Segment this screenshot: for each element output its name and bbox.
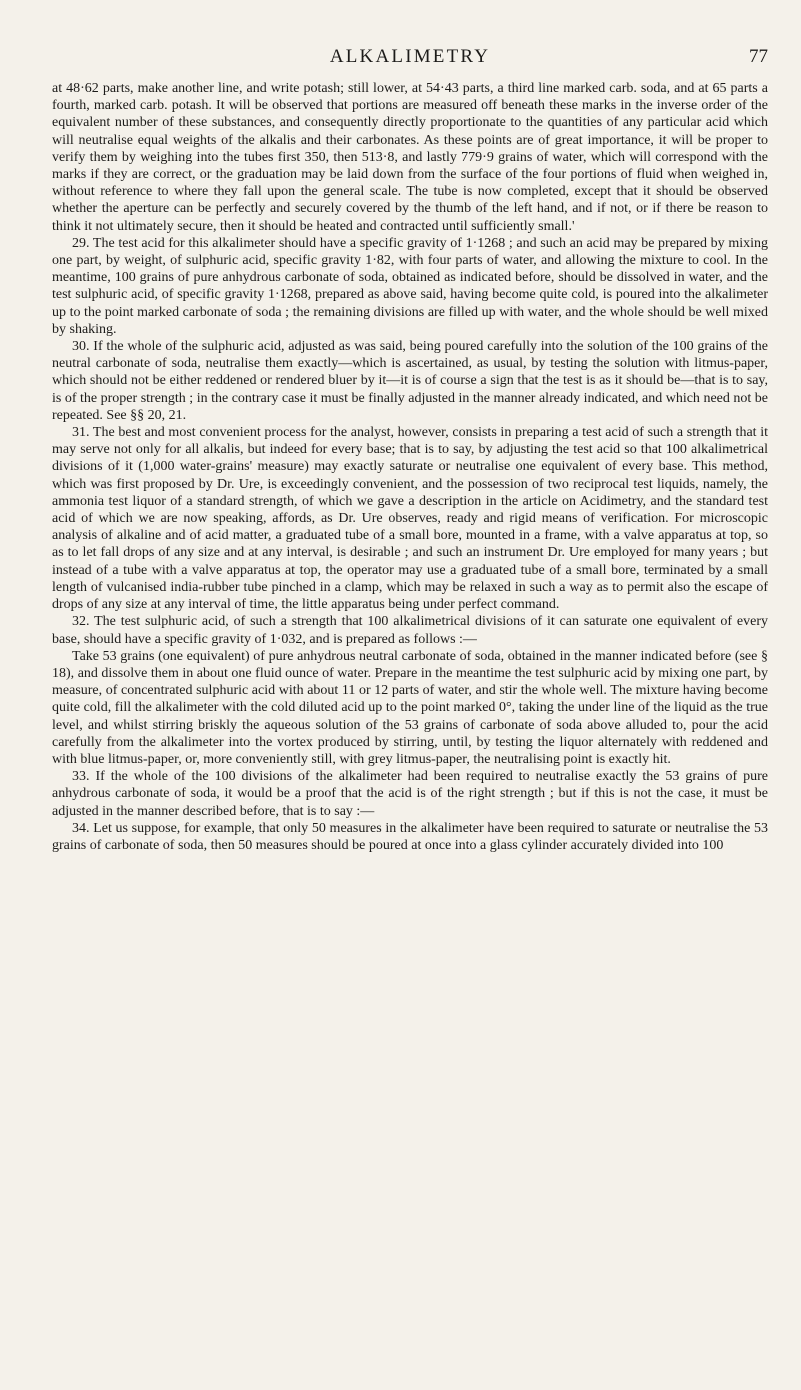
running-title: ALKALIMETRY [329,46,491,67]
paragraph-continued: at 48·62 parts, make another line, and write potash; still lower, at 54·43 parts, a third line marked carb. soda, and at 65 parts a fourth, marked carb. potash. It will be observed that portions are measured off beneath these marks in the inverse order of the equivalent number of these substances, and consequently directly proportionate to the quantities of any particular acid which will neutralise equal weights of the alkalis and their carbonates. As these points are of great importance, it will be proper to verify them by weighing into the tubes first 350, then 513·8, and lastly 779·9 grains of water, which will correspond with the marks if they are correct, or the graduation may be laid down from the surface of the four portions of fluid when weighed in, without reference to where they fall upon the general scale. The tube is now completed, except that it should be observed whether the aperture can be perfectly and securely covered by the thumb of the left hand, and if not, or if there be reason to think it not ultimately secure, then it should be heated and contracted until sufficiently small.' [52,81,768,234]
paragraph-29: 29. The test acid for this alkalimeter should have a specific gravity of 1·1268 ; and such an acid may be prepared by mixing one part, by weight, of sulphuric acid, specific gravity 1·82, with four parts of water, and allowing the mixture to cool. In the meantime, 100 grains of pure anhydrous carbonate of soda, obtained as indicated before, should be dissolved in water, and the test sulphuric acid, of specific gravity 1·1268, prepared as above said, having become quite cold, is poured into the alkalimeter up to the point marked carbonate of soda ; the remaining divisions are filled up with water, and the whole should be well mixed by shaking. [52,235,768,337]
body-text [52,80,768,854]
paragraph-take: Take 53 grains (one equivalent) of pure anhydrous neutral carbonate of soda, obtained in the manner indicated before (see § 18), and dissolve them in about one fluid ounce of water. Prepare in the meantime the test sulphuric acid by mixing one part, by measure, of concentrated sulphuric acid with about 11 or 12 parts of water, and stir the whole well. The mixture having become quite cold, fill the alkalimeter with the cold diluted acid up to the point marked 0°, taking the under line of the liquid as the true level, and whilst stirring briskly the aqueous solution of the 53 grains of carbonate of soda above alluded to, pour the acid carefully from the alkalimeter into the vortex produced by stirring, until, by testing the liquor alternately with reddened and with blue litmus-paper, or, more conveniently still, with grey litmus-paper, the neutralising point is exactly hit. [52,648,768,767]
running-head [52,46,768,80]
book-page [52,46,768,854]
paragraph-33: 33. If the whole of the 100 divisions of the alkalimeter had been required to neutralise exactly the 53 grains of pure anhydrous carbonate of soda, it would be a proof that the acid is of the right strength ; but if this is not the case, it must be adjusted in the manner described before, that is to say :— [52,769,768,819]
paragraph-30: 30. If the whole of the sulphuric acid, adjusted as was said, being poured carefully into the solution of the 100 grains of the neutral carbonate of soda, neutralise them exactly—which is ascertained, as usual, by testing the solution with litmus-paper, which should not be either reddened or rendered bluer by it—it is of course a sign that the test is as it should be—that is to say, is of the proper strength ; in the contrary case it must be finally adjusted in the manner already indicated, and which need not be repeated. See §§ 20, 21. [52,339,768,423]
paragraph-34: 34. Let us suppose, for example, that only 50 measures in the alkalimeter have been required to saturate or neutralise the 53 grains of carbonate of soda, then 50 measures should be poured at once into a glass cylinder accurately divided into 100 [52,820,768,853]
paragraph-32: 32. The test sulphuric acid, of such a strength that 100 alkalimetrical divisions of it can saturate one equivalent of every base, should have a specific gravity of 1·032, and is prepared as follows :— [52,614,768,647]
paragraph-31: 31. The best and most convenient process for the analyst, however, consists in preparing a test acid of such a strength that it may serve not only for all alkalis, but indeed for every base; that is to say, by adjusting the test acid so that 100 alkalimetrical divisions of it (1,000 water-grains' measure) may exactly saturate or neutralise one equivalent of every base. This method, which was first proposed by Dr. Ure, is exceedingly convenient, and the possession of two reciprocal test liquids, namely, the ammonia test liquor of a standard strength, of which we gave a description in the article on Acidimetry, and the standard test acid of which we are now speaking, affords, as Dr. Ure observes, ready and rigid means of verification. For microscopic analysis of alkaline and of acid matter, a graduated tube of a small bore, mounted in a frame, with a valve apparatus at top, so as to let fall drops of any size and at any interval, is desirable ; and such an instrument Dr. Ure employed for many years ; but instead of a tube with a valve apparatus at top, the operator may use a graduated tube of a small bore, terminated by a small length of vulcanised india-rubber tube pinched in a clamp, which may be relaxed in such a way as to permit also the escape of drops of any size at any interval of time, the little apparatus being under perfect command. [52,425,768,613]
page-number: 77 [749,46,768,67]
